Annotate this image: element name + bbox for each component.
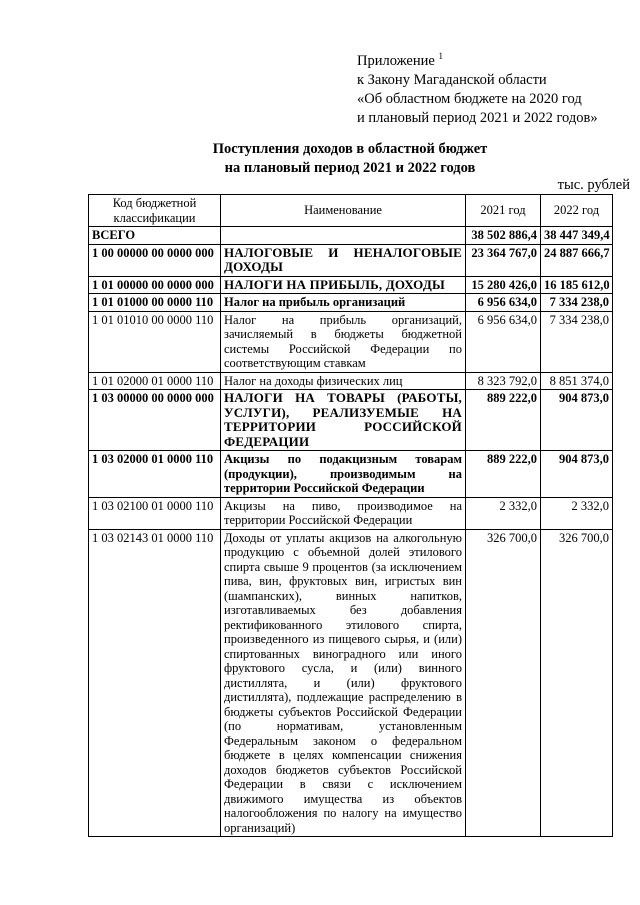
cell-code: 1 03 02000 01 0000 110 <box>89 451 221 498</box>
cell-code: ВСЕГО <box>89 227 221 245</box>
table-row <box>89 311 613 372</box>
table-row <box>89 497 613 529</box>
cell-name: Акцизы по подакцизным товарам (продукции), производимым на территории Российской Федерации <box>221 451 466 498</box>
header-code: Код бюджетной классификации <box>89 195 221 227</box>
table-header-row <box>89 195 613 227</box>
cell-2021: 15 280 426,0 <box>466 276 541 294</box>
cell-2021: 6 956 634,0 <box>466 311 541 372</box>
appendix-line-2: к Закону Магаданской области <box>357 72 547 88</box>
table-row <box>89 244 613 276</box>
table-row <box>89 372 613 390</box>
cell-2022: 38 447 349,4 <box>541 227 613 245</box>
appendix-line-3: «Об областном бюджете на 2020 год <box>357 91 582 107</box>
cell-name: НАЛОГИ НА ТОВАРЫ (РАБОТЫ, УСЛУГИ), РЕАЛИЗУЕМЫЕ НА ТЕРРИТОРИИ РОССИЙСКОЙ ФЕДЕРАЦИИ <box>221 390 466 451</box>
cell-code: 1 03 00000 00 0000 000 <box>89 390 221 451</box>
cell-code: 1 01 01010 00 0000 110 <box>89 311 221 372</box>
table-row <box>89 276 613 294</box>
title-line-1: Поступления доходов в областной бюджет <box>212 141 488 157</box>
table-row-total <box>89 227 613 245</box>
cell-2021: 6 956 634,0 <box>466 294 541 312</box>
table-row <box>89 529 613 837</box>
cell-2022: 7 334 238,0 <box>541 294 613 312</box>
cell-2021: 889 222,0 <box>466 451 541 498</box>
revenue-table <box>88 194 613 837</box>
cell-2022: 16 185 612,0 <box>541 276 613 294</box>
cell-2021: 23 364 767,0 <box>466 244 541 276</box>
appendix-line-4: и плановый период 2021 и 2022 годов» <box>357 110 598 126</box>
cell-2021: 8 323 792,0 <box>466 372 541 390</box>
cell-name: Налог на прибыль организаций, зачисляемый в бюджеты бюджетной системы Российской Федерации по соответствующим ставкам <box>221 311 466 372</box>
appendix-block <box>357 52 598 128</box>
cell-2022: 8 851 374,0 <box>541 372 613 390</box>
table-row <box>89 390 613 451</box>
cell-name: НАЛОГОВЫЕ И НЕНАЛОГОВЫЕ ДОХОДЫ <box>221 244 466 276</box>
cell-2021: 326 700,0 <box>466 529 541 837</box>
header-name: Наименование <box>221 195 466 227</box>
cell-name <box>221 227 466 245</box>
cell-name: Акцизы на пиво, производимое на территории Российской Федерации <box>221 497 466 529</box>
cell-code: 1 01 02000 01 0000 110 <box>89 372 221 390</box>
cell-2022: 904 873,0 <box>541 451 613 498</box>
cell-code: 1 00 00000 00 0000 000 <box>89 244 221 276</box>
cell-name: Налог на доходы физических лиц <box>221 372 466 390</box>
table-row <box>89 294 613 312</box>
cell-code: 1 01 01000 00 0000 110 <box>89 294 221 312</box>
cell-name: Доходы от уплаты акцизов на алкогольную продукцию с объемной долей этилового спирта свыше 9 процентов (за исключением пива, вин, фруктовых вин, игристых вин (шампанских), винных напитков, изготавливаемых без добавления ректификованного этилового спирта, произведенного из пищевого сырья, и (или) спиртованных виноградного или иного фруктового сусла, и (или) винного дистиллята, и (или) фруктового дистиллята), подлежащие распределению в бюджеты субъектов Российской Федерации (по нормативам, установленным Федеральным законом о федеральном бюджете в целях компенсации снижения доходов бюджетов субъектов Российской Федерации в связи с исключением движимого имущества из объектов налогообложения по налогу на имущество организаций) <box>221 529 466 837</box>
cell-2021: 2 332,0 <box>466 497 541 529</box>
appendix-line-1: Приложение $^1$ <box>357 51 443 69</box>
table-row <box>89 451 613 498</box>
cell-2021: 38 502 886,4 <box>466 227 541 245</box>
cell-code: 1 01 00000 00 0000 000 <box>89 276 221 294</box>
cell-2022: 904 873,0 <box>541 390 613 451</box>
units-label: тыс. рублей <box>557 177 630 193</box>
cell-code: 1 03 02143 01 0000 110 <box>89 529 221 837</box>
cell-2022: 2 332,0 <box>541 497 613 529</box>
cell-name: НАЛОГИ НА ПРИБЫЛЬ, ДОХОДЫ <box>221 276 466 294</box>
cell-code: 1 03 02100 01 0000 110 <box>89 497 221 529</box>
title-line-2: на плановый период 2021 и 2022 годов <box>224 160 476 176</box>
cell-name: Налог на прибыль организаций <box>221 294 466 312</box>
header-2021: 2021 год <box>466 195 541 227</box>
cell-2022: 24 887 666,7 <box>541 244 613 276</box>
header-2022: 2022 год <box>541 195 613 227</box>
document-title <box>90 140 610 178</box>
cell-2022: 7 334 238,0 <box>541 311 613 372</box>
cell-2022: 326 700,0 <box>541 529 613 837</box>
cell-2021: 889 222,0 <box>466 390 541 451</box>
